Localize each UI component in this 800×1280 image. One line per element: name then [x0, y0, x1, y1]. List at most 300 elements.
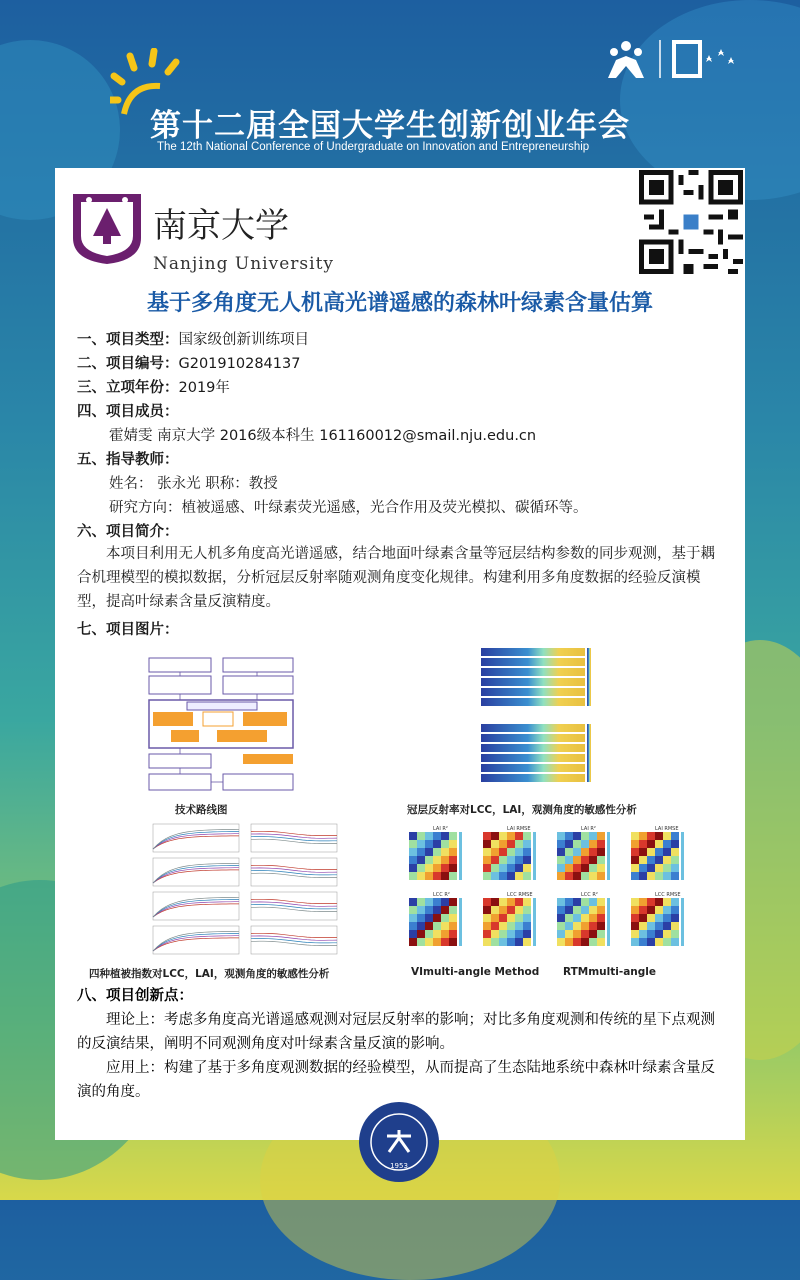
- heatmap-cell: [515, 840, 523, 848]
- reflectance-strip: [481, 678, 585, 686]
- vegetation-index-figure: [145, 820, 345, 960]
- heatmap-cell: [433, 872, 441, 880]
- heatmap-cell: [491, 864, 499, 872]
- heatmap-cell: [449, 848, 457, 856]
- heatmap-cell: [639, 840, 647, 848]
- heatmap-cell: [663, 872, 671, 880]
- heatmap-cell: [671, 914, 679, 922]
- heatmap-cell: [565, 914, 573, 922]
- heatmap-cell: [581, 898, 589, 906]
- heatmap-cell: [433, 856, 441, 864]
- heatmap-cell: [573, 848, 581, 856]
- heatmap-cell: [655, 848, 663, 856]
- heatmap-cell: [557, 864, 565, 872]
- heatmap-cell: [565, 872, 573, 880]
- conference-title: 第十二届全国大学生创新创业年会: [150, 108, 630, 144]
- heatmap-cell: [417, 832, 425, 840]
- heatmap-cell: [449, 832, 457, 840]
- reflectance-strip: [481, 648, 585, 656]
- project-type-row: 一、项目类型：国家级创新训练项目: [77, 332, 309, 348]
- heatmap-cell: [433, 898, 441, 906]
- heatmap-cell: [589, 906, 597, 914]
- heatmap-title: LCC R²: [581, 892, 598, 898]
- heatmap-cell: [557, 832, 565, 840]
- heatmap-cell: [597, 832, 605, 840]
- heatmap-cell: [409, 872, 417, 880]
- heatmap-cell: [417, 848, 425, 856]
- intro-text: 本项目利用无人机多角度高光谱遥感，结合地面叶绿素含量等冠层结构参数的同步观测，基于耦合机理模型的模拟数据，分析冠层反射率随观测角度变化规律。构建利用多角度数据的经验反演模型，提高叶绿素含量反演精度。: [77, 546, 715, 610]
- heatmap-cell: [449, 938, 457, 946]
- heatmap-cell: [639, 832, 647, 840]
- heatmap-cell: [483, 898, 491, 906]
- images-heading: 七、项目图片：: [77, 622, 179, 638]
- heatmap-cell: [557, 898, 565, 906]
- heatmap-cell: [507, 832, 515, 840]
- heatmap-cell: [499, 922, 507, 930]
- heatmap-cell: [573, 840, 581, 848]
- heatmap-cell: [589, 938, 597, 946]
- heatmap-cell: [433, 906, 441, 914]
- heatmap-cell: [647, 864, 655, 872]
- reflectance-strip: [481, 688, 585, 696]
- heatmap-title: LCC R²: [433, 892, 450, 898]
- heatmap-cell: [597, 864, 605, 872]
- heatmap-cell: [647, 832, 655, 840]
- heatmap-cell: [441, 872, 449, 880]
- heatmap-cell: [565, 856, 573, 864]
- reflectance-strip: [481, 668, 585, 676]
- heatmap-cell: [639, 930, 647, 938]
- heatmap-colorbar: [459, 832, 462, 880]
- heatmap-cell: [409, 864, 417, 872]
- project-title: 基于多角度无人机高光谱遥感的森林叶绿素含量估算: [146, 291, 653, 316]
- heatmap-cell: [499, 898, 507, 906]
- heatmap-colorbar: [607, 832, 610, 880]
- heatmap-cell: [523, 840, 531, 848]
- heatmap-cell: [409, 856, 417, 864]
- heatmap-cell: [507, 914, 515, 922]
- heatmap-cell: [671, 938, 679, 946]
- heatmap-cell: [417, 898, 425, 906]
- heatmap-cell: [433, 922, 441, 930]
- heatmap-cell: [507, 898, 515, 906]
- heatmap-cell: [581, 930, 589, 938]
- intro-heading: 六、项目简介：: [77, 524, 179, 540]
- zjut-emblem-icon: [357, 1100, 441, 1184]
- heatmap-cell: [491, 898, 499, 906]
- heatmap-cell: [499, 938, 507, 946]
- heatmap-cell: [491, 848, 499, 856]
- heatmap-cell: [507, 930, 515, 938]
- heatmap-cell: [507, 922, 515, 930]
- heatmap-cell: [581, 906, 589, 914]
- heatmap-cell: [565, 938, 573, 946]
- heatmap-cell: [589, 930, 597, 938]
- heatmap-cell: [639, 856, 647, 864]
- heatmap-cell: [449, 840, 457, 848]
- heatmap-colorbar: [681, 898, 684, 946]
- heatmap-cell: [425, 840, 433, 848]
- heatmap-cell: [515, 872, 523, 880]
- heatmap-cell: [523, 914, 531, 922]
- heatmap-cell: [499, 864, 507, 872]
- heatmap-cell: [647, 856, 655, 864]
- heatmap-cell: [655, 840, 663, 848]
- heatmap-cell: [655, 832, 663, 840]
- plot-panel: [153, 892, 239, 920]
- plot-panel: [153, 824, 239, 852]
- heatmap-cell: [483, 872, 491, 880]
- heatmap-cell: [499, 832, 507, 840]
- heatmap-cell: [441, 856, 449, 864]
- heatmap-cell: [671, 840, 679, 848]
- heatmap-cell: [647, 840, 655, 848]
- heatmap-cell: [663, 848, 671, 856]
- heatmap-cell: [581, 922, 589, 930]
- heatmap-cell: [499, 872, 507, 880]
- heatmap-cell: [631, 938, 639, 946]
- heatmap-cell: [433, 840, 441, 848]
- emblem-year: 1953: [390, 1162, 408, 1170]
- heatmap-cell: [491, 906, 499, 914]
- heatmap-cell: [573, 938, 581, 946]
- heatmap-cell: [573, 898, 581, 906]
- heatmap-cell: [647, 922, 655, 930]
- heatmap-cell: [663, 930, 671, 938]
- heatmap-cell: [483, 930, 491, 938]
- heatmap-cell: [523, 906, 531, 914]
- heatmap-cell: [655, 856, 663, 864]
- heatmap-cell: [655, 906, 663, 914]
- heatmap-cell: [597, 872, 605, 880]
- innovation-heading: 八、项目创新点：: [77, 988, 193, 1004]
- heatmap-cell: [499, 930, 507, 938]
- heatmap-cell: [483, 906, 491, 914]
- heatmap-cell: [639, 906, 647, 914]
- university-name-cn: 南京大学: [153, 206, 289, 246]
- heatmap-cell: [515, 832, 523, 840]
- heatmap-cell: [515, 938, 523, 946]
- heatmap-cell: [433, 848, 441, 856]
- heatmap-cell: [639, 872, 647, 880]
- heatmap-cell: [433, 864, 441, 872]
- heatmap-cell: [433, 930, 441, 938]
- reflectance-strip: [481, 754, 585, 762]
- heatmap-cell: [597, 922, 605, 930]
- heatmap-cell: [499, 856, 507, 864]
- heatmap-cell: [573, 872, 581, 880]
- heatmap-cell: [425, 914, 433, 922]
- heatmap-cell: [409, 930, 417, 938]
- heatmap-cell: [507, 840, 515, 848]
- research-line: 研究方向：植被遥感、叶绿素荧光遥感，光合作用及荧光模拟、碳循环等。: [109, 500, 588, 516]
- heatmap-cell: [515, 906, 523, 914]
- heatmap-cell: [631, 840, 639, 848]
- heatmap-cell: [483, 914, 491, 922]
- heatmap-cell: [441, 848, 449, 856]
- heatmap-cell: [557, 856, 565, 864]
- heatmap-colorbar: [681, 832, 684, 880]
- heatmap-cell: [663, 840, 671, 848]
- heatmap-cell: [663, 922, 671, 930]
- heatmap-cell: [655, 864, 663, 872]
- heatmap-cell: [515, 864, 523, 872]
- heatmap-cell: [491, 930, 499, 938]
- heatmap-cell: [671, 848, 679, 856]
- heatmap-cell: [639, 938, 647, 946]
- heatmap-cell: [499, 906, 507, 914]
- heatmap-cell: [647, 848, 655, 856]
- heatmap-cell: [491, 938, 499, 946]
- heatmap-cell: [523, 832, 531, 840]
- heatmap-cell: [647, 938, 655, 946]
- heatmap-cell: [515, 930, 523, 938]
- application-text: 应用上：构建了基于多角度观测数据的经验模型，从而提高了生态陆地系统中森林叶绿素含量反演的角度。: [77, 1060, 715, 1100]
- heatmap-title: LCC RMSE: [507, 892, 533, 898]
- heatmap-cell: [639, 898, 647, 906]
- heatmap-cell: [409, 914, 417, 922]
- heatmap-colorbar: [459, 898, 462, 946]
- heatmap-cell: [507, 872, 515, 880]
- heatmap-cell: [631, 914, 639, 922]
- qr-code-icon[interactable]: [639, 170, 743, 274]
- heatmap-cell: [491, 840, 499, 848]
- heatmap-cell: [671, 906, 679, 914]
- heatmap-cell: [441, 930, 449, 938]
- heatmap-cell: [483, 864, 491, 872]
- heatmap-cell: [631, 856, 639, 864]
- heatmap-cell: [663, 938, 671, 946]
- heatmap-cell: [663, 864, 671, 872]
- heatmap-cell: [425, 906, 433, 914]
- heatmap-cell: [639, 848, 647, 856]
- heatmap-title: LAI R²: [581, 826, 596, 832]
- heatmap-cell: [449, 864, 457, 872]
- heatmap-cell: [663, 914, 671, 922]
- heatmap-cell: [483, 938, 491, 946]
- heatmap-cell: [589, 922, 597, 930]
- heatmap-cell: [589, 898, 597, 906]
- heatmap-cell: [631, 872, 639, 880]
- heatmap-cell: [557, 914, 565, 922]
- heatmap-cell: [441, 922, 449, 930]
- reflectance-strip: [481, 764, 585, 772]
- heatmap-cell: [655, 922, 663, 930]
- heatmap-cell: [655, 872, 663, 880]
- heatmap-cell: [573, 930, 581, 938]
- reflectance-strip: [481, 734, 585, 742]
- heatmap-cell: [647, 906, 655, 914]
- heatmap-cell: [557, 922, 565, 930]
- nju-emblem-icon: [69, 190, 145, 266]
- heatmap-cell: [441, 832, 449, 840]
- members-heading: 四、项目成员：: [77, 404, 179, 420]
- heatmap-cell: [425, 832, 433, 840]
- heatmap-cell: [597, 848, 605, 856]
- heatmap-cell: [515, 914, 523, 922]
- heatmap-cell: [655, 938, 663, 946]
- heatmap-colorbar: [533, 898, 536, 946]
- heatmap-cell: [655, 914, 663, 922]
- heatmap-cell: [515, 922, 523, 930]
- heatmap-cell: [597, 914, 605, 922]
- heatmap-cell: [483, 922, 491, 930]
- heatmap-colorbar: [607, 898, 610, 946]
- heatmap-colorbar: [533, 832, 536, 880]
- heatmap-figure: [401, 822, 701, 960]
- heatmap-cell: [565, 840, 573, 848]
- heatmap-cell: [565, 848, 573, 856]
- advisor-heading: 五、指导教师：: [77, 452, 179, 468]
- heatmap-cell: [409, 832, 417, 840]
- reflectance-sensitivity-figure: [475, 646, 605, 796]
- heatmap-cell: [491, 832, 499, 840]
- heatmap-cell: [597, 898, 605, 906]
- heatmap-cell: [425, 848, 433, 856]
- heatmap-cell: [589, 914, 597, 922]
- university-name-en: Nanjing University: [153, 254, 335, 274]
- reflectance-strip: [481, 744, 585, 752]
- heatmap-cell: [523, 938, 531, 946]
- heatmap-cell: [449, 906, 457, 914]
- heatmap-cell: [647, 914, 655, 922]
- heatmap-cell: [671, 872, 679, 880]
- heatmap-cell: [507, 864, 515, 872]
- heatmap-cell: [417, 856, 425, 864]
- heatmap-cell: [581, 872, 589, 880]
- sensitivity-caption: 冠层反射率对LCC，LAI，观测角度的敏感性分析: [407, 804, 637, 816]
- theory-text: 理论上：考虑多角度高光谱遥感观测对冠层反射率的影响；对比多角度观测和传统的星下点观测的反演结果，阐明不同观测角度对叶绿素含量反演的影响。: [77, 1012, 715, 1052]
- heatmap-cell: [589, 856, 597, 864]
- heatmap-cell: [425, 938, 433, 946]
- heatmap-cell: [483, 832, 491, 840]
- heatmap-cell: [597, 930, 605, 938]
- heatmap-cell: [631, 898, 639, 906]
- heatmap-cell: [499, 840, 507, 848]
- heatmap-cell: [631, 864, 639, 872]
- heatmap-cell: [557, 840, 565, 848]
- heatmap-cell: [409, 922, 417, 930]
- heatmap-cell: [597, 906, 605, 914]
- heatmap-cell: [639, 914, 647, 922]
- heatmap-cell: [483, 848, 491, 856]
- heatmap-cell: [557, 930, 565, 938]
- heatmap-cell: [647, 930, 655, 938]
- plot-panel: [153, 926, 239, 954]
- vi-caption: 四种植被指数对LCC，LAI，观测角度的敏感性分析: [89, 968, 330, 980]
- heatmap-cell: [409, 906, 417, 914]
- roadmap-figure: [147, 654, 297, 794]
- heatmap-cell: [441, 898, 449, 906]
- heatmap-cell: [449, 872, 457, 880]
- heatmap-cell: [557, 848, 565, 856]
- heatmap-cell: [417, 930, 425, 938]
- project-year-row: 三、立项年份：2019年: [77, 380, 230, 396]
- heatmap-cell: [581, 832, 589, 840]
- heatmap-cell: [523, 872, 531, 880]
- heatmap-cell: [441, 938, 449, 946]
- heatmap-title: LAI RMSE: [655, 826, 679, 832]
- heatmap-cell: [573, 906, 581, 914]
- heatmap-title: LCC RMSE: [655, 892, 681, 898]
- heatmap-cell: [597, 856, 605, 864]
- heatmap-cell: [663, 906, 671, 914]
- heatmap-cell: [581, 848, 589, 856]
- heatmap-cell: [655, 898, 663, 906]
- heatmap-cell: [417, 872, 425, 880]
- heatmap-cell: [573, 856, 581, 864]
- heatmap-cell: [631, 832, 639, 840]
- reflectance-strip: [481, 774, 585, 782]
- heatmap-cell: [417, 906, 425, 914]
- heatmap-cell: [557, 872, 565, 880]
- heatmap-cell: [671, 930, 679, 938]
- heatmap-cell: [639, 864, 647, 872]
- heatmap-cell: [515, 856, 523, 864]
- heatmap-cell: [581, 840, 589, 848]
- heatmap-cell: [449, 898, 457, 906]
- heatmap-cell: [557, 906, 565, 914]
- heatmap-cell: [631, 906, 639, 914]
- heatmap-cell: [557, 938, 565, 946]
- heatmap-cell: [589, 832, 597, 840]
- heatmap-cell: [573, 832, 581, 840]
- heatmap-cell: [449, 856, 457, 864]
- heatmap-cell: [515, 898, 523, 906]
- heatmap-cell: [631, 930, 639, 938]
- heatmap-cell: [491, 856, 499, 864]
- heatmap-cell: [671, 898, 679, 906]
- heatmap-cell: [433, 914, 441, 922]
- heatmap-cell: [647, 872, 655, 880]
- heatmap-cell: [589, 848, 597, 856]
- heatmap-cell: [589, 864, 597, 872]
- heatmap-cell: [409, 840, 417, 848]
- colorbar: [587, 648, 591, 706]
- heatmap-cell: [417, 922, 425, 930]
- heatmap-cell: [507, 848, 515, 856]
- heatmap-cell: [409, 848, 417, 856]
- heatmap-cell: [449, 914, 457, 922]
- heatmap-title: LAI RMSE: [507, 826, 531, 832]
- heatmap-cell: [581, 864, 589, 872]
- heatmap-cell: [671, 856, 679, 864]
- heatmap-cell: [433, 832, 441, 840]
- heatmap-cell: [425, 856, 433, 864]
- heatmap-cell: [523, 864, 531, 872]
- heatmap-cell: [671, 922, 679, 930]
- heatmap-cell: [523, 898, 531, 906]
- heatmap-cell: [589, 872, 597, 880]
- heatmap-cell: [573, 914, 581, 922]
- roadmap-caption: 技术路线图: [175, 804, 228, 816]
- heatmap-cell: [573, 922, 581, 930]
- heatmap-cell: [523, 930, 531, 938]
- heatmap-cell: [565, 898, 573, 906]
- heatmap-cell: [655, 930, 663, 938]
- heatmap-cell: [581, 938, 589, 946]
- heatmap-cell: [409, 938, 417, 946]
- heatmap-cell: [565, 832, 573, 840]
- heatmap-cell: [409, 898, 417, 906]
- heatmap-cell: [507, 856, 515, 864]
- heatmap-cell: [417, 914, 425, 922]
- poster-card: [55, 168, 745, 1140]
- member-line: 霍婧雯 南京大学 2016级本科生 161160012@smail.nju.edu.cn: [109, 428, 537, 444]
- heatmap-cell: [425, 930, 433, 938]
- heatmap-cell: [663, 898, 671, 906]
- heatmap-cell: [417, 864, 425, 872]
